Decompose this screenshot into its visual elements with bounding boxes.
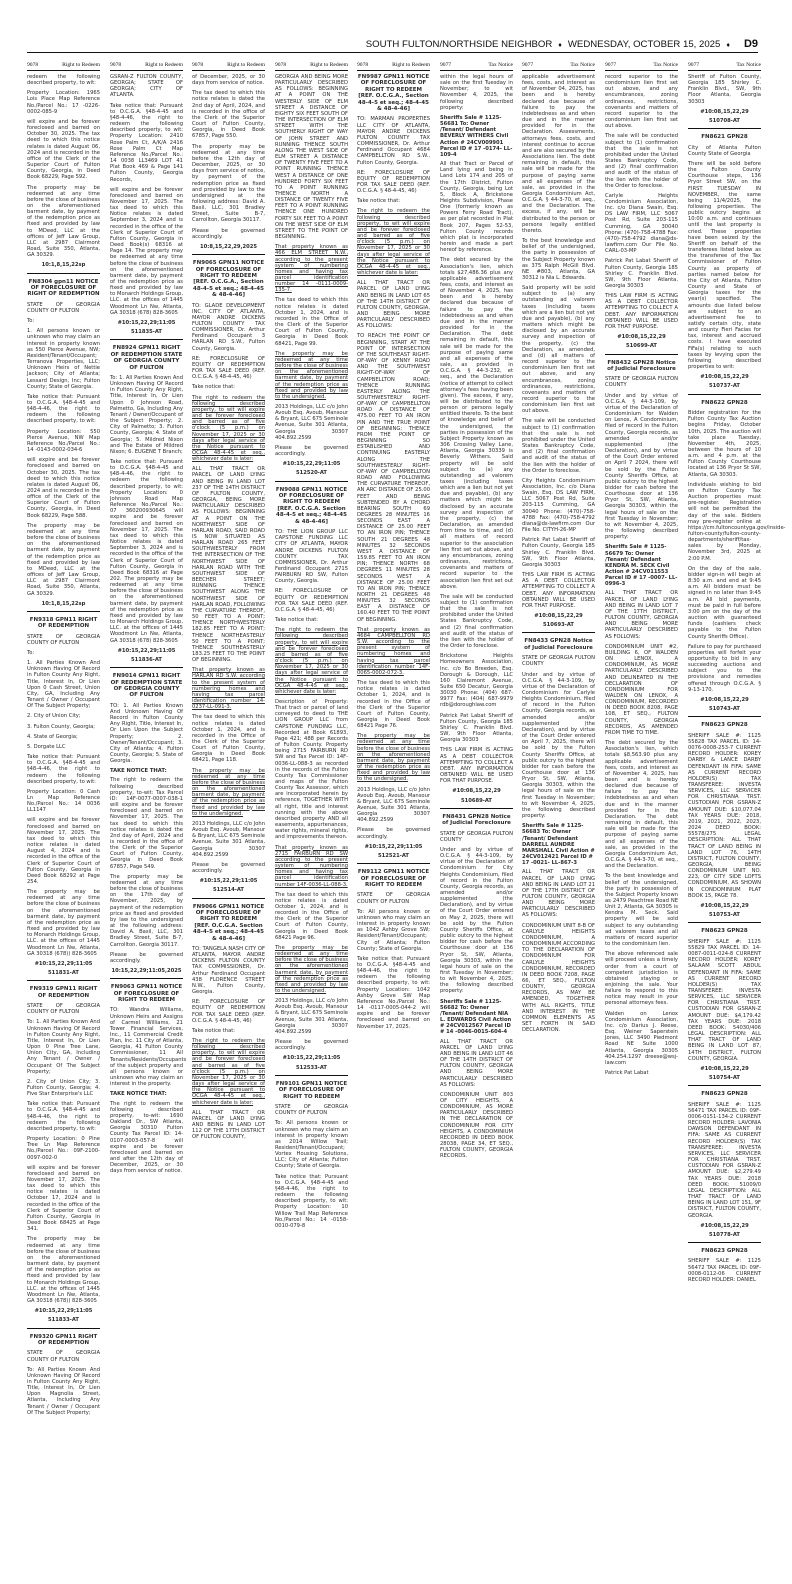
notice-paragraph: The debt secured by the Association's lien, which totals $27,486.36 plus any applicable advertisement fees, costs, and interest as of November 4, 2025, has been and is hereby declared due because of failure to pay the indebtedness as and when due and in the manner provided for in the Declaration. The debt remaining in default, this sale will be made for the purpose of paying same and all expenses of the sale, as provided in O.C.G.A. § 44-3-232, et seq., and the Declaration (notice of attempt to collect attorney's fees having been given). The excess, if any, will be distributed to the person or persons legally entitled thereto. To the best of knowledge and belief of the undersigned, the parties in possession of the Subject Property known as 306 Crossing Valley Lane, Atlanta, Georgia 30339 is Beverly Withers. Said property will be sold subject to (a) any outstanding ad valorem taxes (including taxes which are a lien but not yet due and payable), (b) any matters which might be disclosed by an accurate survey and inspection of the property, (c) the Declaration, as amended from time to time, and (d) all matters of record superior to the association lien first set out above, and any encumbrances, zoning ordinances, restrictions, covenants and matters of record superior to the association lien first set out above. [440,257,513,590]
notice-divider [110,339,183,340]
notice-divider [110,667,183,668]
notice-paragraph: Sheriff of Fulton County, Georgia 185 Shirley C. Franklin Blvd., SW, 9th Floor Atlanta, Georgia 30303 [688,74,761,105]
notice-paragraph: 2. City of Union City; 3. Fulton County, Georgia; 4. Five Star Enterprise's LLC [27,1078,100,1098]
notice-divider [192,254,265,255]
column-header [440,62,513,71]
notice-divider [27,611,100,612]
notice-run-dates: 511835-AT [131,329,162,336]
notice-run-dates: #10:15,22,29;11:05 [34,960,93,967]
section-number: 9078 [110,62,122,68]
notice-heading: FN9320 GPN11 RIGHT OF REDEMPTION [29,1333,98,1346]
notice-divider [275,1075,348,1076]
notice-paragraph: CONDOMINIUM UNIT #2, BUILDING 6, OF WALDEN ON LENOX, A CONDOMINIUM, AS MORE PARTICULARLY DESCRIBED AND DELINEATED IN THE DECLARATION OF CONDOMINIUM FOR WALDEN ON LENOX, A CONDOMINIUM, RECORDED IN DEED BOOK 8208, PAGE 108, ET SEQ., FULTON COUNTY, GEORGIA RECORDS, AS AMENDED FROM TIME TO TIME. [605,643,678,736]
notice-divider [688,1242,761,1243]
notice-underlined-text: The property may be redeemed at any time before the close of business on the aforementioned barment date, by payment of the redemption price as fixed and provided by law to the undersigned. [192,767,265,817]
notice-run-dates: 510753-AT [709,912,740,919]
notice-run-dates: #10:08,15,22,29 [700,374,749,381]
notice-paragraph: Please be governed accordingly. [110,951,183,964]
notice-divider [522,632,595,633]
notice-run-dates: 510693-AT [543,622,574,629]
section-number: 9077 [605,62,617,68]
section-category: Tax Notice [653,62,678,68]
notice-paragraph: SHERIFF SALE #: 1125 55829 TAX PARCEL ID: 14-0087-0011-024-8 CURRENT RECORD HOLDER: KOREY SALAAM SCOTT ABDUL DEFENDANT IN FIFA: SAME AS CURRENT RECORD HOLDER(S) TAX TRANSFEREE: INVESTA SERVICES, LLC SERVICER FOR CHRISTIANA TRST. CUSTODIAN FOR GSRAN-Z AMOUNT DUE: $4,179.42 TAX YEARS DUE: 2018 DEED BOOK: 54030/406 LEGAL DESCRIPTION: ALL THAT TRACT OF LAND BEING IN LAND LOT 87, 14TH DISTRICT, FULTON COUNTY, GEORGIA. [688,938,761,1062]
notice-paragraph: Take notice that: Pursuant to O.C.G.A. §48-4-45 and §48-4-46, the right to redeem the following described property, to wit: Property Location: 10 Willow Trail Map Reference No./Parcel No.: 14 -0158-0010-079-8 [275,1173,348,1229]
notice-paragraph: THIS LAW FIRM IS ACTING AS A DEBT COLLECTOR ATTEMPTING TO COLLECT A DEBT. ANY INFORMATION OBTAINED WILL BE USED FOR THAT PURPOSE. [605,293,678,330]
notice-paragraph: Property Location: 1965 Lois Place Map Reference No./Parcel No.: 17 -0226-0002-085-9 [27,90,100,115]
publication-name: SOUTH FULTON/NORTHSIDE NEIGHBOR [365,39,553,50]
notice-paragraph: City Heights Condominium Association, Inc. c/o Diana Swain, Esq. DS LAW FIRM, LLC 5067 Post Rd, Suite 203-115 Cumming, GA 30040 Phone: (470)-758-4788 Fax: (470)-758-4792 diana@ds-lawfirm.com Our File No. CITYH-26-MP [522,477,595,534]
notice-paragraph: Patrick Pat Labat Sheriff of Fulton County, Georgia 185 Shirley C. Franklin Blvd. SW, 9th Floor Atlanta, Georgia 30303 [522,537,595,568]
column-header [27,62,100,71]
notice-bold-text: Sheriffs Sale # 1125-56682 To: Owner /Tenant/ Defendant NIA L. EDWARDS Civil Action # 24CV012567 Parcel ID # 14 -0046-0015-604-4 [440,998,512,1036]
notice-paragraph: STATE OF GEORGIA COUNTY OF FULTON [275,1104,348,1117]
notice-paragraph: Take notice that: Pursuant to O.C.G.A. §48-4-45 and §48-4-46, the right to redeem the following described property, to wit: [27,1101,100,1132]
section-number: 9077 [522,62,534,68]
notice-paragraph: 2013 Holdings, LLC c/o John Avoub Esq. Avoub, Mansour & Bryant, LLC 675 Seminole Avenue, Suite 301 Atlanta, Georgia 30307 404.892.2599 [275,403,348,441]
notice-paragraph: THIS LAW FIRM IS ACTING AS A DEBT COLLECTOR ATTEMPTING TO COLLECT A DEBT. ANY INFORMATION OBTAINED WILL BE USED FOR THAT PURPOSE. [440,747,513,785]
issue-date: WEDNESDAY, OCTOBER 15, 2025 [567,39,721,50]
notice-heading: FN8622 GPN28 [701,399,748,406]
notice-paragraph: Individuals wishing to bid on Fulton County Tax Auction properties must pre-register. Registration will not be permitted the day of the sale. Bidders may pre-register online at https://cm.fultoncountyga.gov/inside-fulton-county/fulton-county-departments/sheriff/tax-sales by Monday, November 3rd, 2025 at 2:00 P.M. [688,481,786,562]
section-category: Right to Redeem [227,62,265,68]
notice-run-dates: #10:15,22,29;11:05 [364,843,423,850]
notice-underlined-text: The right to redeem the following described property, to wit will expire and be forever foreclosed and barred as of five o'clock (5 p.m.) on November 17, 2025 or 30 days after legal service of the Notice pursuant to OCGA 48-4-45 et seq., whichever date is later: [192,394,265,463]
notice-run-dates: 510699-AT [626,343,657,350]
section-category: Tax Notice [570,62,595,68]
notice-paragraph: The tax deed to which this notice relates is dated October 1, 2024, and is recorded in the Office of the Clerk of the Superior Court of Fulton County, Georgia in Deed Book 68421 Page 96. [275,891,348,941]
notice-run-dates: #10:15,22,29;11:05 [117,647,176,654]
notice-paragraph: SHERIFF SALE #: 1125 55828 TAX PARCEL ID: 14-0076-0008-253-7 CURRENT RECORD HOLDER: KOREY DARBY & LANCE DARBY DEFENDANT IN FIFA: SAME AS CURRENT RECORD HOLDER(S) TAX TRANSFEREE: INVESTA SERVICES, LLC SERVICER FOR CHRISTIANA TRST. CUSTODIAN FOR GSRAN-Z AMOUNT DUE: $10,077.04 TAX YEARS DUE: 2018, 2019, 2021, 2022, 2023, 2024 DEED BOOK: 55578/275 LEGAL DESCRIPTION: ALL THAT TRACT OF LAND BEING IN LAND LOT 76, 14TH DISTRICT, FULTON COUNTY, GEORGIA, BEING CONDOMINIUM UNIT NO. 223, OF CITY SIDE LOFTS CONDOMINIUM, AS SHOWN IN CONDOMINIUM PLAT BOOK 15, PAGE 78. [688,732,761,899]
notice-run-dates: 512520-AT [296,470,327,477]
notice-column [357,62,430,1578]
notice-paragraph: To: All Parties Known And Unknown Having Of Record in Fulton County Any Right, Title, Interest In, Or Lien Upon Magnolia Street, Atlanta, Including Any Tenant / Owner / Occupant Of The Subject Property; [27,1366,100,1416]
section-number: 9078 [192,62,204,68]
notice-run-dates: #10:08,15,22,29 [700,902,749,909]
notice-paragraph: record superior to the condominium lien first set out above, and any encumbrances, zoning ordinances, restrictions, covenants and matters of record superior to the condominium lien first set out above. [605,74,678,130]
notice-run-dates: 511833-AT [48,1317,79,1324]
notice-bold-text: Sheriffs Sale # 1125-56679 To: Owner /Tenant/ Defendant KENDRA M. SECK Civil Action # 24CV011553 Parcel ID # 17 -0007- LL-0996-3 [605,544,678,588]
notice-run-dates: 510737-AT [709,383,740,390]
section-number: 9077 [440,62,452,68]
notice-heading: FN9065 GPN11 NOTICE OF FORECLOSURE OF RIGHT TO REDEEM [REF. O.C.G.A., Section 48-4-5 et seq.; 48-4-45 & 48-4-46] [192,260,265,299]
notice-paragraph: Failure to pay for purchased properties will forfeit your opportunity to bid in any succeeding auctions and subject you to the provisions and remedies offered through O.C.G.A. § 9-13-170. [688,643,761,693]
notice-column [110,62,187,1578]
notice-paragraph: To: 1. All Parties Known And Unknown Having Of Record in Fulton County Any Right, Title, Interest In, Or Lien Upon 0 Johnson Road, Palmetto, Ga, Including Any Tenant / Owner/Occupant of the Subject Property; 2. City of Palmetto; 3. Fulton County, Georgia; 4. State of Georgia; 5. Mildred Nixon and The Estate of Mildred Nixon; 6. EUGENE T Branch; [110,374,183,455]
notice-paragraph: 2013 Holdings, LLC c/o John Avoub Esq. Avoub, Mansour & Bryant, LLC 675 Seminole Avenue, Suite 301 Atlanta, Georgia 30307 404.892.2599 [357,786,430,824]
notice-paragraph: The above referenced sale will proceed unless a timely order from a court of competent jurisdiction is obtained staying or enjoining the sale. Your failure to respond to this notice may result in your personal attorneys fees. [605,951,678,1007]
notice-divider [27,273,100,274]
notice-divider [110,978,183,979]
notice-heading: FN8623 GPN28 [701,1091,748,1098]
notice-paragraph: TO: MARMAN PROPERTIES LLC CITY OF ATLANTA, MAYOR ANDRE DICKENS FULTON COUNTY TAX COMMISSIONER, Dr. Arthur Ferdinand Occupant 4684 CAMPBELLTON RD S.W., Fulton County, Georgia. [357,116,430,166]
notice-divider [192,898,265,899]
notice-heading: FN8924 GPN11 RIGHT OF REDEMPTION STATE OF GEORGIA COUNTY OF FULTON [110,345,183,371]
notice-paragraph: To: [27,318,35,325]
notice-paragraph: Please be governed accordingly. [192,861,265,874]
notice-paragraph: All that Tract or Parcel of Land lying and being in Land Lots 174 and 205 of the 17th District, Fulton County, Georgia, being Lot 5, Block A, Brickstone Heights Subdivision, Phase One (formerly known as Powers Ferry Road Tract), as per plat recorded in Plat Book 207, Pages 52-53, Fulton County records which plat is incorporated herein and made a part hereof by reference. [440,161,513,254]
notice-paragraph: TO: Wandra Williams, Unknown Heirs and Assigns of Carmel Williams, 21 Tower Financial Services, Inc., 11 Commercial Credit Plan, Inc. 11 City of Atlanta, Georgia, 41 Fulton County Commissioner, 11 All Tenants/Residents/Occupants of the subject property and all persons known or unknown who may claim an interest in the property. [110,1007,187,1088]
notice-paragraph: Please be governed accordingly. [275,444,348,458]
notice-run-dates: 10:1,8,15,22sp [41,262,86,269]
section-number: 9077 [688,62,700,68]
notice-paragraph: TO: THE LION GROUP LLC CAPSTONE FUNDING LLC CITY OF ATLANTA, MAYOR ANDRE DICKENS FULTON COUNTY TAX COMMISSIONER, Dr. Arthur Ferdinand Occupant 2715 FAIRBURN RD SW, Fulton County, Georgia. [275,529,348,585]
notice-divider [688,716,761,717]
notice-paragraph: of December, 2025, or 30 days from service of notice. [192,74,265,87]
section-number: 9078 [357,62,369,68]
notice-run-dates: 10:8,15,22,29,2025 [200,243,257,250]
notice-divider [688,922,761,923]
diamond-separator-icon: ♦ [558,42,562,49]
notice-run-dates: 10:1,8,15,22sp [41,600,86,607]
notice-divider [275,481,348,482]
column-header [522,62,595,71]
notice-heading: FN8623 GPN28 [701,1248,748,1255]
notice-paragraph: To: All persons known or unknown who may claim an interest in property known as 2014 Willow Trail; Resident/Tenant/Occupant; Vortex Housing Solutions, LLC; City of Atlanta; Fulton County; State of Georgia. [275,1120,348,1170]
notice-divider [440,808,513,809]
notice-divider [688,1085,761,1086]
notice-run-dates: #10:08,15,22,29 [700,108,749,115]
notice-heading: FN9318 GPN11 RIGHT OF REDEMPTION [29,616,98,630]
notice-paragraph: The debt secured by the Association's lien, which totals $8,563.90 plus any applicable advertisement fees, costs, and interest as of November 4, 2025, has been and is hereby declared due because of failure to pay the indebtedness as and when due and in the manner provided for in the Declaration. The debt remaining in default, this sale will be made for the purpose of paying same and all expenses of the sale, as provided in the Georgia Condominium Act, O.C.G.A. § 44-3-70, et seq., and the Declaration. [605,740,678,870]
notice-paragraph: STATE OF GEORGIA COUNTY OF FULTON [27,633,100,646]
notice-underlined-text: That property known as 466 ELM STREET N.W., according to the present system of numbering homes and having tax parcel identification number 14 -0111-0009-135-7. [275,244,348,294]
notice-paragraph: The property may be redeemed at any time before the close of business on the aforementioned barment date, by payment of the redemption price as fixed and provided by law to Monarch Holdings Group, LLC. at the offices of 1445 Woodmont Ln Nw, Atlanta, GA 30318 (678)) 828-3605 [27,1236,100,1304]
notice-paragraph: GSRAN-Z FULTON COUNTY, GEORGIA; STATE OF GEORGIA; CITY OF ATLANTA. [110,74,183,99]
notice-paragraph: Take notice that: Pursuant to O.C.G.A. §48-4-45 and §48-4-46, the right to redeem the following described property, to wit: Property Location: 0 Johnson Road Map Reference No./Parcel No.: 07 360200930645 will expire and be forever foreclosed and barred on November 17, 2025. The tax deed to which this Notice relates is dated September 3, 2024 and is recorded in the office of the Clerk of Superior Court of Fulton County, Georgia in Deed Book 68316 at Page 202. The property may be redeemed at any time before the close of business on the aforementioned barment date, by payment of the redemption price as fixed and provided by law to Monarch Holdings Group, LLC. at the offices of 1445 Woodmont Ln Nw, Atlanta, GA 30318 (678) 828-3605 [110,459,183,644]
notice-bold-text: TAKE NOTICE THAT: [110,1091,167,1098]
notice-paragraph: Property Location: 550 Pierce Avenue, NW Map Reference No./Parcel No.: 14 -0143-0002-034-6 [27,428,100,454]
column-header [688,62,761,71]
notice-paragraph: The sale will be conducted subject to (1) confirmation that the sale is not prohibited under the United States Bankruptcy Code, and (2) final confirmation and audit of the status of the lien with the holder of the Order to foreclose. [440,593,513,650]
notice-paragraph: STATE OF GEORGIA FULTON COUNTY [605,376,678,389]
notice-column [275,62,348,1578]
notice-bold-text: Sheriffs Sale # 1125-56681 To: Owner /Tenant/ Defendant BEVERLY WITHERS Civil Action # 24CV009901 Parcel ID # 17 -0174- LL-109-4 [440,114,513,158]
notice-divider [605,354,678,355]
notice-paragraph: Patrick Pat Labat Sheriff of Fulton County, Georgia 185 Shirley C. Franklin Blvd. SW, 9th Floor Atlanta, Georgia 30303 [605,258,678,289]
notice-paragraph: 2013 Holdings, LLC c/o John Avoub Esq. Avoub, Mansour & Bryant, LLC 675 Seminole Avenue, Suite 301 Atlanta, Georgia 30307 404.892.2599 [275,998,348,1035]
notice-paragraph: The tax deed to which this notice relates is dated the 2nd day of April, 2024, and is recorded in the office of the Clerk of the Superior Court of Fulton County, Georgia, in Deed Book 67857, Page 550. [192,90,265,140]
notice-column [192,62,265,1578]
notice-paragraph: 1. All persons known or unknown who may claim an interest in property known as 550 Pierce Avenue, NW; Resident/Tenant/Occupant; Terranova Properties, LLC; Unknown Heirs of Nettie Jackson; City of Atlanta; Lessard Design, Inc; Fulton County; State of Georgia. [27,328,100,390]
notice-paragraph: RE: FORECLOSURE OF EQUITY OF REDEMPTION FOR TAX SALE DEED (REF. O.C.G.A. § 48-4-45, 46) [275,588,348,613]
notice-paragraph: Brickstone Heights Homeowners Association, Inc. c/o Bo Breeden, Esq. Dorough & Dorough, LLC 160 Clairemont Avenue, Suite 650 Decatur, Georgia 30030 Phone: (404) 687-9977 Fax: (404) 687-9979 rdb@doroughlaw.com [440,653,513,709]
notice-underlined-text: That property known as HARLAN RD S.W. according to the present system of numbering homes and having tax parcel identification number 14-0237-LL-091-3. [192,667,265,711]
notice-paragraph: will expire and be forever foreclosed and barred on October 30, 2025. The tax deed to which this notice relates is dated August 06, 2024 and is recorded in the office of the Clerk of the Superior Court of Fulton County, Georgia, in Deed Book 68229, Page 588. [27,457,100,519]
notice-underlined-text: The right to redeem the following described property, to wit will expire and be forever foreclosed and barred as of five o'clock (5 p.m.) on November 17, 2025 or 30 days after legal service of the Notice pursuant to OCGA 48-4-45 et seq., whichever date is later: [192,1038,265,1106]
notice-paragraph: CONDOMINIUM UNIT 8-B OF CARLYLE HEIGHTS CONDOMINIUM, A CONDOMINIUM ACCORDING TO THE DECLARATION OF CONDOMINIUM FOR CARLYLE HEIGHTS CONDOMINIUM, RECORDED IN DEED BOOK 7208, PAGE 66, ET SEQ., FULTON COUNTY, GEORGIA RECORDS, AS MAY BE AMENDED, TOGETHER WITH ALL RIGHTS, TITLE AND INTEREST IN THE COMMON ELEMENTS AS SET FORTH IN SAID DECLARATION. [522,922,595,1034]
notice-column [688,62,786,1578]
notice-paragraph: The tax deed to which this notice relates is dated October 1, 2024, and is recorded in the Office of the Clerk of the Superior Court of Fulton County, Georgia in Deed Book 68421, Page 99. [275,297,348,347]
notice-paragraph: Said property will be sold subject to (a) any outstanding ad valorem taxes (including taxes which are a lien but not yet due and payable), (b) any matters which might be disclosed by an accurate survey and inspection of the property, (c) the Declaration, as amended, and (d) all matters of record superior to the condominium lien first set out above, and any encumbrances, zoning ordinances, restrictions, covenants and matters of record superior to the condominium lien first set out above. [522,285,595,415]
notice-paragraph: Under and by virtue of O.C.G.A. § 44-3-109, by virtue of the Declaration of Condominium for Walden on Lenox, A Condominium, filed of record in the Fulton County, Georgia records, as amended and/or supplemented (the Declaration), and by virtue of the Court Order entered on April 7 2024, there will be sold by the Fulton County Sheriffs Office, at public outcry to the highest bidder for cash before the Courthouse door at 136 Pryor St, SW, Atlanta, Georgia 30303, within the legal hours of sale on the first Tuesday in November; to wit November 4, 2025, the following described property: [605,392,678,541]
notice-column [605,62,678,1578]
notice-paragraph: ALL THAT TRACT OR PARCEL OF LAND LYING AND BEING IN LAND LOT 7 OF THE 17TH DISTRICT, FULTON COUNTY, GEORGIA AND BEING MORE PARTICULARLY DESCRIBED AS FOLLOWS: [605,590,678,640]
notice-heading: FN9112 GPN11 NOTICE OF FORECLOSURE OF RIGHT TO REDEEM [357,869,430,888]
notice-paragraph: ALL THAT TRACT OR PARCEL OF LAND LYING AND BEING IN LAND LOT 112 OF THE 17TH DISTRICT OF FULTON COUNTY, [192,1109,265,1141]
notice-heading: FN8623 GPN28 [701,928,748,935]
notice-divider [688,128,761,129]
notice-heading: FN9088 GPN11 NOTICE OF FORECLOSURE OF RIGHT TO REDEEM [REF. O.C.G.A. Section 48-4-5 et seq.; 48-4-45 & 48-4-46] [275,486,348,525]
notice-paragraph: ALL THAT TRACT OR PARCEL OF LAND LYING AND BEING IN LAND LOT 65 OF THE 14TH DISTRICT OF FULTON COUNTY, GEORGIA, AND BEING MORE PARTICULARLY DESCRIBED AS FOLLOWS: [357,280,430,330]
section-number: 9078 [27,62,39,68]
notice-run-dates: 510743-AT [709,706,740,713]
notice-heading: FN9014 GPN11 RIGHT OF REDEMPTION STATE OF GEORGIA COUNTY OF FULTON [110,673,183,699]
notice-paragraph: The sale will be conducted subject to (1) confirmation that the sale is not prohibited under the United States Bankruptcy Code, and (2) final confirmation and audit of the status of the lien with the holder of the Order to foreclose. [522,418,595,474]
notice-paragraph: The sale will be conducted subject to (1) confirmation that the sale is not prohibited under the United States Bankruptcy Code, and (2) final confirmation and audit of the status of the lien with the holder of the Order to foreclose. [605,133,678,189]
notice-paragraph: SHERIFF SALE #: 1125 56472 TAX PARCEL ID: 09F-0008-0112-06 CURRENT RECORD HOLDER: DANIEL [688,1258,761,1283]
notice-paragraph: Patrick Pat Labat Sheriff of Fulton County, Georgia 185 Shirley C. Franklin Blvd. SW, 9th Floor Atlanta, Georgia 30303 [440,712,513,744]
notice-paragraph: STATE OF GEORGIA FULTON COUNTY [522,655,595,668]
notice-underlined-text: The property may be redeemed at any time before the close of business on the aforementioned barment date, by payment of the redemption price as fixed and provided by law to the undersigned. [357,733,430,783]
notice-run-dates: 510754-AT [709,1075,740,1082]
notice-paragraph: Carlyle Heights Condominium Association, Inc. c/o Diana Swain, Esq. DS LAW FIRM, LLC 5067 Post Rd, Suite 203-115 Cumming, GA 30040 Phone: (470)-758-4788 Fax: (470)-758-4792 diana@ds-lawfirm.com Our File No. CARL-03-MP [605,192,678,255]
notice-paragraph: STATE OF GEORGIA FULTON COUNTY [440,830,513,843]
notice-paragraph: Under and by virtue of O.C.G.A. § 44-3-109, by virtue of the Declaration of Condominium for Carlyle Heights Condominium, filed of record in the Fulton County, Georgia records, as amended and/or supplemented (the Declaration), and by virtue of the Court Order entered on April 7, 2025, there will be sold by the Fulton County Sheriffs Office, at public outcry to the highest bidder for cash before the Courthouse door at 136 Pryor St, SW, Atlanta, Georgia 30303, within the legal hours of sale on the first Tuesday in November; to wit November 4, 2025, the following described property: [522,671,595,820]
notice-divider [27,1328,100,1329]
column-header [605,62,678,71]
notice-paragraph: 5. Dorgate LLC [27,743,66,750]
notice-paragraph: The property may be redeemed at any time before the 12th day of December, 2025, or 30 days from service of notice, by payment of the redemption price as fixed and provided by law to the undersigned at the following address: David A. Basil, LLC, 301 Bradley Street, Suite B-7, Carrollton, Georgia 30117. [192,143,265,224]
notice-heading: FN8433 GPN28 Notice of Judicial Foreclosure [524,638,593,651]
notice-paragraph: The tax deed to which this notice relates is dated October 1, 2024, and is recorded in the Office of the Clerk of the Superior Court of Fulton County, Georgia in Deed Book 68421 Page 76. [357,680,430,730]
notice-heading: FN9101 GPN11 NOTICE OF FORECLOSURE OF RIGHT TO REDEEM [275,1080,348,1100]
notice-paragraph: Take notice that: [357,198,401,205]
section-category: Right to Redeem [392,62,430,68]
notice-paragraph: RE: FORECLOSURE OF EQUITY OF REDEMPTION FOR TAX SALE DEED (REF. O.C.G.A. § 48-4-45, 46) [357,169,430,195]
notice-paragraph: redeem the following described property, to wit: [27,74,100,87]
notice-heading: FN8431 GPN28 Notice of Judicial Foreclosure [442,813,511,827]
notice-run-dates: #10:08,15,22,29 [700,1222,749,1229]
notice-paragraph: The right to redeem the following described property, to-wit: 1690 Oakland Dr., SW Atlanta, Georgia 30310 Fulton County Tax Parcel ID: 14-0107-0003-057-8 will expire and be forever foreclosed and barred on and after the 12th day of December, 2025, or 30 days from service of notice. [110,1100,183,1175]
notice-run-dates: 10:15,22,29;11:05,2025 [111,967,182,974]
notice-paragraph: 4. State of Georgia; [27,733,78,740]
notice-paragraph: Take notice that: [192,384,236,391]
notice-paragraph: There will be sold before the Fulton County Courthouse steps, 136 Pryor Street SW, on the FIRST TUESDAY IN NOVEMBER, the same being 11/4/2025, the following properties. The public outcry begins at 10:00 a.m. and continues until the last property is cried. These properties have been seized by the Sheriff on behalf of the transferees listed below as the transferee of the Tax Commissioner of Fulton County as property of parties named below for the City of Atlanta, Fulton County and State of Georgia taxes for the year(s) specified. The amounts due listed below are subject to an advertisement fee to satisfy certain city, state and county Fieri Facias for tax, interest and accrued costs. I have executed FiFa(s) relating to such taxes by levying upon the following described properties to writ: [688,160,761,371]
notice-paragraph: SHERIFF SALE #: 1125 56471 TAX PARCEL ID: 09F-0006-0151-134-2 CURRENT RECORD HOLDER: LAVONIA DAWSON DEFENDANT IN FIFA: SAME AS CURRENT RECORD HOLDER(S) TAX TRANSFEREE: INVESTA SERVICES, LLC SERVICER FOR CHRISTIANA TRST. CUSTODIAN FOR GSRAN-Z AMOUNT DUE: $2,279.49 TAX YEARS DUE: 2018 DEED BOOK: 51009/0 LEGAL DESCRIPTION: ALL THAT TRACT OF LAND BEING IN LAND LOT 151, 9F DISTRICT, FULTON COUNTY, GEORGIA. [688,1101,761,1219]
notice-run-dates: 512521-AT [378,852,409,859]
notice-column [522,62,595,1578]
notice-paragraph: RE: FORECLOSURE OF EQUITY OF REDEMPTION FOR TAX SALE DEED (REF. O.C.G.A. § 48-4-45, 46) [192,999,265,1024]
notice-paragraph: ALL THAT TRACT OR PARCEL OF LAND LYING AND BEING IN LAND LOT 237 OF THE 14TH DISTRICT OF FULTON COUNTY, GEORGIA, BEING MORE PARTICULARLY DESCRIBED AS FOLLOWS: BEGINNING AT A POINT ON THE NORTHWEST SIDE OF HARLAN ROAD, SAID ROAD IS NOW SITUATED AS HARLAN ROAD 265 FEET SOUTHWESTERLY FROM THE INTERSECTION OF THE NORTHWEST SIDE OF HARLAN ROAD WITH THE SOUTHWEST SIDE OF BEECHER STREET; RUNNING THENCE SOUTHWEST ALONG THE NORTHWEST SIDE OF HARLAN ROAD, FOLLOWING THE CURVATURE THEREOF, 50 FEET TO A POINT; THENCE NORTHWESTERLY 182.85 FEET TO A POINT; THENCE NORTHEASTERLY 50 FEET TO A POINT; THENCE SOUTHEASTERLY 183.25 FEET TO THE POINT OF BEGINNING. [192,466,265,664]
notice-paragraph: City of Atlanta Fulton County State of Georgia [688,144,761,157]
diamond-separator-icon: ♦ [726,42,730,49]
notice-run-dates: #10:08,15,22,29 [700,696,749,703]
notice-paragraph: The right to redeem the following described property, to-wit: Tax Parcel ID: 14F-0077-0007-038-1 will expire and be forever foreclosed and barred on November 17, 2025. The tax deed to which this notice relates is dated the 2nd day of April, 2024 and is recorded in the office of the Clerk of the Superior Court of Fulton County, Georgia in Deed Book 67857, Page 549. [110,777,183,870]
notice-paragraph: TO: 1. All Parties Known And Unknown Having Of Record in Fulton County Any Right, Title, Interest In, Or Lien Upon the Subject Property; 2. Owner/Tenant/Occupant; 3. City of Atlanta; 4. Fulton County, Georgia; 5. State of Georgia. [110,702,183,765]
notice-paragraph: The property may be redeemed at any time before the close of business on the aforementioned barment date, by payment of the redemption price as fixed and provided by law to MDeed, LLC at the offices of Jeff Law Group, LLC at 2987 Clairmont Road, Suite 350, Atlanta, GA 30329. [27,184,100,259]
notice-paragraph: The property may be redeemed at any time before the close of business on the 17th day of November, 2025, by payment of the redemption price as fixed and provided by law to the undersigned at the following address: David A. Basil, LLC, 301 Bradley Street, Suite B-7, Carrollton, Georgia 30117. [110,873,183,948]
notice-paragraph: Please be governed accordingly. [357,827,430,840]
notice-paragraph: will expire and be forever foreclosed and barred on November 17, 2025. The tax deed to which this Notice relates is dated September 3, 2024 and is recorded in the office of the Clerk of Superior Court of Fulton County, Georgia in Deed Book(s) 68316 at Page 14. The property may be redeemed at any time before the close of business on the aforementioned barment date, by payment of the redemption price as fixed and provided by law to Monarch Holdings Group, LLC. at the offices of 1445 Woodmont Ln Nw, Atlanta, GA 30318 (678) 828-3605 [110,186,183,316]
notice-paragraph: TO: TANGELA NASH CITY OF ATLANTA, MAYOR ANDRE DICKENS FULTON COUNTY TAX COMMISSIONER, Dr. Arthur Ferdinand Occupant 438 FLORENCE STREET N.W., Fulton County, Georgia. [192,945,265,996]
notice-paragraph: Please be governed accordingly. [275,1039,348,1052]
notice-bold-text: Sheriffs Sale # 1125-56683 To: Owner /Tenant/ Defendant DARRELL AUNDRE MARSHALL Civil Action # 24CV012421 Parcel ID # 17 -0021- LL-867-3 [522,823,595,867]
section-number: 9078 [275,62,287,68]
notice-divider [688,394,761,395]
notice-paragraph: 2. City of Union City; [27,713,81,720]
notice-paragraph: Take notice that: Pursuant to O.C.G.A. §48-4-45 and §48-4-46, the right to redeem the following described property, to wit: [27,754,100,785]
notice-run-dates: #10:15,22,29;11:05 [282,1055,341,1062]
notice-run-dates: #10:08,15,22,29 [534,612,583,619]
notice-paragraph: Patrick Pat Labat [605,1070,649,1077]
notice-underlined-text: The right to redeem the following described property, to wit will expire and be forever foreclosed and barred as of five o'clock (5 p.m.) on November 17, 2025 or 30 days after legal service of the Notice pursuant to OCGA 48-4-45 et seq., whichever date is later: [357,208,430,277]
notice-paragraph: STATE OF GEORGIA COUNTY OF FULTON [27,301,100,314]
notice-paragraph: STATE OF GEORGIA COUNTY OF FULTON [27,1003,100,1016]
notice-paragraph: On the day of the sale, bidder sign-in will begin at 8:30 a.m. and end at 9:45 a.m. All bidders must be signed in no later than 9:45 a.m. All bid payments, must be paid in full before 3:00 pm on the day of the auction with guaranteed funds (cashiers check payable to the Fulton County Sheriffs Office). [688,565,761,640]
notice-divider [27,980,100,981]
notice-paragraph: STATE OF GEORGIA COUNTY OF FULTON [27,1350,100,1363]
notice-heading: FN8621 GPN28 [701,134,748,141]
notice-paragraph: Walden on Lenox Condominium Association, Inc. c/o Darius J. Reese, Esq. Weiner Saperstein Jones, LLC 3490 Piedmont Road NE Suite 1000 Atlanta, Georgia 30305 404.254.1297 dreese@wsj-law.com [605,1010,678,1066]
notice-paragraph: Bidder registration for the Fulton County Tax Auction begins Friday, October 10th, 2025. The auction will take place Tuesday, November 4th, 2025, between the hours of 10 a.m. and 4 p.m. at the Fulton County Courthouse located at 136 Pryor St SW, Atlanta, GA 30303. [688,410,761,478]
notice-paragraph: Take notice that: [192,1027,236,1034]
notice-paragraph: THIS LAW FIRM IS ACTING AS A DEBT COLLECTOR ATTEMPTING TO COLLECT A DEBT. ANY INFORMATION OBTAINED WILL BE USED FOR THAT PURPOSE. [522,572,595,609]
notice-run-dates: 511831-AT [48,970,79,977]
page-masthead [27,38,758,53]
notice-run-dates: #10:15,22,29;11:05 [34,1308,93,1315]
notice-paragraph: RE: FORECLOSURE OF EQUITY OF REDEMPTION FOR TAX SALE DEED (REF. O.C.G.A. § 48-4-45, 46) [192,355,265,381]
page-number: D9 [743,38,758,50]
notice-run-dates: 510778-AT [709,1231,740,1238]
notice-run-dates: 510708-AT [709,117,740,124]
notice-paragraph: 2013 Holdings, LLC c/o John Avoub Esq. Avoub, Mansour & Bryant, LLC 675 Seminole Avenue, Suite 301 Atlanta, Georgia 30307 404.892.2599 [192,820,265,858]
notice-paragraph: will expire and be forever foreclosed and barred on November 17, 2025. The tax deed to which this notice relates is dated October 17, 2024 and is recorded in the office of the Clerk of Superior Court of Fulton County, Georgia in Deed Book 68425 at Page 341. [27,1164,100,1233]
notice-paragraph: The tax deed to which this notice relates is dated October 1, 2024, and is recorded in the Office of the Clerk of the Superior Court of Fulton County, Georgia in Deed Book 68421, Page 118. [192,714,265,764]
notice-paragraph: ALL THAT TRACT OR PARCEL OF LAND LYING AND BEING IN LAND LOT 21 OF THE 17TH DISTRICT OF FULTON COUNTY, GEORGIA AND BEING MORE PARTICULARLY DESCRIBED AS FOLLOWS: [522,869,595,919]
notice-bold-text: TAKE NOTICE THAT: [110,768,167,775]
column-header [192,62,265,71]
notice-paragraph: To the best knowledge and belief of the undersigned, the party in possession of the Subject Property known as 375 Ralph McGill Blvd. NE #803, Atlanta, GA 30312 is Nia L. Edwards. [522,238,595,281]
notice-heading: FN8432 GPN28 Notice of Judicial Foreclosure [607,359,676,372]
notice-paragraph: 1. All Parties Known And Unknown Having Of Record in Fulton County Any Right, Title, Interest In, Or Lien Upon 0 Cash Street, Union City, GA, Including Any Tenant / Owner / Occupant Of The Subject Property; [27,660,100,710]
notice-underlined-text: That property known as 4684 CAMPBELLTON RD S.W. according to the present system of numbering homes and having tax parcel identification number 14F-0065-0002-072-3. [357,626,430,676]
notice-paragraph: Take notice that: Pursuant to O.C.G.A. §48-4-45 and §48-4-46, the right to redeem the following described property, to wit: [27,393,100,425]
notice-column [440,62,513,1578]
notice-paragraph: To: [27,650,35,656]
notice-paragraph: TO REACH THE POINT OF BEGINNING, START AT THE POINT OF INTERSECTION OF THE SOUTHEAST RIGHT-OF-WAY OF KENNY ROAD AND THE SOUTHWEST RIGHT-OF-WAY OF CAMPBELLTON ROAD; THENCE RUNNING EASTERLY ALONG THE SOUTHWESTERLY RIGHT-OF-WAY OF CAMPBELLTON ROAD A DISTANCE OF 475.00 FEET TO AN IRON PIN AND THE TRUE POINT OF BEGINNING; THENCE FROM THE POINT OF BEGINNING SO ESTABLISHED AND CONTINUING EASTERLY ALONG THE SOUTHWESTERLY RIGHT-OF-WAY OF CAMPBELLTON ROAD AND FOLLOWING THE CURVATURE THEREOF, AN ARC DISTANCE OF 25.00 FEET AND BEING SUBTENDED BY A CHORD BEARING SOUTH 69 DEGREES 28 MINUTES 16 SECONDS EAST A DISTANCE OF 25.00 FEET TO AN IRON PIN; THENCE SOUTH 21 DEGREES 48 MINUTES 32 SECONDS WEST A DISTANCE OF 159.85 FEET TO AN IRON PIN; THENCE NORTH 68 DEGREES 11 MINUTES 28 SECONDS WEST A DISTANCE OF 25.00 FEET TO AN IRON PIN; THENCE NORTH 21 DEGREES 48 MINUTES 32 SECONDS EAST A DISTANCE OF 160.40 FEET TO THE POINT OF BEGINNING. [357,333,430,623]
column-header [110,62,183,71]
section-category: Tax Notice [736,62,761,68]
notice-paragraph: Take notice that: Pursuant to O.C.G.A. §48-4-45 and §48-4-46, the right to redeem the following described property, to wit: Property Location: 1042 Ashby Grove SW Map Reference No./Parcel No.: 14 -0117-0005-044-2 will expire and be forever foreclosed and barred on November 17, 2025. [357,955,430,1030]
notice-run-dates: #10:08,15,22,29 [452,788,501,795]
notice-paragraph: Please be governed accordingly. [192,227,265,240]
section-category: Tax Notice [488,62,513,68]
notice-paragraph: To the best knowledge and belief of the undersigned, the party in possession of the Subject Property known as 2479 Peachtree Road NE Unit 2, Atlanta, GA 30305 is Kendra M. Seck. Said property will be sold subject to any outstanding ad valorem taxes and all matters of record superior to the condominium lien. [605,873,678,948]
notice-run-dates: 512514-AT [213,887,244,894]
notice-paragraph: To: All persons known or unknown who may claim an interest in property known as 1042 Ashby Grove SW; Resident/Tenant/Occupant; City of Atlanta; Fulton County; State of Georgia. [357,908,430,952]
notice-heading: FN9987 GPN11 NOTICE OF FORECLOSURE OF RIGHT TO REDEEM [REF. O.C.G.A., Section 48-4-5 et seq.; 48-4-45 & 48-4-46] [357,74,430,113]
notice-paragraph: Property Location: 0 Pine Tree Ln Map Reference No./Parcel No.: 09F-2100-0097-002-0 [27,1136,100,1161]
notice-run-dates: #10:08,15,22,29 [617,334,666,341]
notice-paragraph: will expire and be forever foreclosed and barred on October 30, 2025. The tax deed to which this notice relates is dated August 06, 2024 and is recorded in the office of the Clerk of the Superior Court of Fulton County, Georgia, in Deed Book 68229, Page 592. [27,118,100,181]
notice-paragraph: Description of Property: That tract or parcel of land conveyed to deed to THE LION GROUP LLC from CAPSTONE FUNDING LLC, Recorded at Book 61893, Page 421; 488 per Records of Fulton County. Property being 2715 FAIRBURN RD SW and Tax Parcel ID: 14F-0036-LL-088-3 as recorded in the records of the Fulton County Tax Commissioner and maps of the Fulton County Tax Assessor, which are incorporated herein by reference, TOGETHER WITH all right, title and interest running with the above described property AND all easements, appurtenances, water rights, mineral rights, and improvements thereon. [275,698,348,841]
notice-heading: FN8623 GPN28 [701,722,748,729]
notice-paragraph: TO: GLADE DEVELOPMENT INC. CITY OF ATLANTA, MAYOR ANDRE DICKENS FULTON COUNTY TAX COMMISSIONER, Dr. Arthur Ferdinand Occupant 3 HARLAN RD S.W., Fulton County, Georgia. [192,302,265,352]
notice-run-dates: 510689-AT [461,797,492,804]
notice-paragraph: CONDOMINIUM UNIT 803 OF CITY HEIGHTS, A CONDOMINIUM, AS MORE PARTICULARLY DESCRIBED IN THE DECLARATION OF CONDOMINIUM FOR CITY HEIGHTS, A CONDOMINIUM RECORDED IN DEED BOOK 28038, PAGE 34, ET SEQ., FULTON COUNTY, GEORGIA RECORDS. [440,1091,513,1160]
notice-underlined-text: The property may be redeemed at any time before the close of business on the aforementioned barment date, by payment of the redemption price as fixed and provided by law to the undersigned. [275,350,348,400]
notice-paragraph: will expire and be forever foreclosed and barred on November 17, 2025. The tax deed to which this notice relates is dated August 4, 2024 and is recorded in the office of the Clerk of Superior Court of Fulton County, Georgia in Deed Book 68292 at Page 254. [27,817,100,885]
notice-paragraph: 3. Fulton County, Georgia; [27,723,96,730]
notice-run-dates: #10:15,22,29;11:05 [199,878,258,885]
notice-heading: FN9063 GPN11 NOTICE OF FORECLOSURE OF RIGHT TO REDEEM [110,984,183,1003]
notice-paragraph: within the legal hours of sale on the first Tuesday in November; to wit November 4, 2025, the following described property: [440,74,513,111]
notice-paragraph: Take notice that: Pursuant to O.C.G.A. §48-4-45 and §48-4-46, the right to redeem the following described property, to wit: Property Location: 2410 Rose Palm Ct, A/K/A 2416 Rose Palm Ct Map Reference No./Parcel No.: 14 0038 LL3469 LOT 41 Plat Book 469 & Page 141 Fulton County, Georgia Records, [110,102,183,183]
notice-paragraph: To: 1. All Parties Known And Unknown Having Of Record in Fulton County Any Right, Title, Interest In, Or Lien Upon 0 Pine Tree Lane, Union City, GA, Including Any Tenant / Owner / Occupant Of The Subject Property; [27,1019,100,1075]
section-category: Right to Redeem [145,62,183,68]
notice-run-dates: #10:15,22,29;11:05 [117,319,176,326]
notice-paragraph: STATE OF GEORGIA COUNTY OF FULTON [357,892,430,905]
notice-paragraph: The property may be redeemed at any time before the close of business on the aforementioned barment date, by payment of the redemption price as fixed and provided by law to Monarch Holdings Group, LLC. at the offices of 1445 Woodmont Ln Nw, Atlanta, GA 30318 (678)) 828-3605 [27,889,100,957]
notice-heading: FN8304 gpn11 NOTICE OF FORECLOSURE OF RIGHT OF REDEMPTION [27,278,100,298]
notice-paragraph: Property Location: 0 Cash Ln Map Reference No./Parcel No.: 14 0036 LL1147 [27,788,100,814]
notice-run-dates: #10:08,15,22,29 [700,1065,749,1072]
notice-paragraph: GEORGIA AND BEING MORE PARTICULARLY DESCRIBED AS FOLLOWS: BEGINNING AT A POINT ON THE WESTERLY SIDE OF ELM STREET A DISTANCE OF EIGHTY SIX FEET SOUTH OF THE INTERSECTION OF ELM STREET WITH THE SOUTHERLY RIGHT OF WAY OF JOHN STREET AND RUNNING THENCE SOUTH ALONG THE WEST SIDE OF ELM STREET A DISTANCE OF TWENTY FIVE FEET TO A POINT RUNNING THENCE WEST A DISTANCE OF ONE HUNDRED FORTY SIX FEET TO A POINT RUNNING THENCE NORTH A DISTANCE OF TWENTY FIVE FEET TO A POINT RUNNING THENCE ONE HUNDRED FORTY SIX FEET TO A POINT ON THE WEST SIDE OF ELM STREET TO THE POINT OF BEGINNING. [275,74,348,241]
notice-paragraph: applicable advertisement fees, costs, and interest as of November 04, 2025, has been and is hereby declared due because of failure to pay the indebtedness as and when due and in the manner provided for in the Declaration. Assessments, attorneys fees, costs, and interest continue to accrue and are also secured by the Associations lien. The debt remaining in default, this sale will be made for the purpose of paying same and all expenses of the sale, as provided in the Georgia Condominium Act, O.C.G.A. § 44-3-70, et seq., and the Declaration. The excess, if any, will be distributed to the person or persons legally entitled thereto. [522,74,595,234]
notice-paragraph: ALL THAT TRACT OR PARCEL OF LAND LYING AND BEING IN LAND LOT 46 OF THE 14TH DISTRICT OF FULTON COUNTY, GEORGIA AND BEING MORE PARTICULARLY DESCRIBED AS FOLLOWS: [440,1038,513,1088]
section-category: Right to Redeem [310,62,348,68]
notice-paragraph: Take notice that: [275,617,319,624]
notice-heading: FN9319 GPN11 RIGHT OF REDEMPTION [29,986,98,999]
notice-run-dates: 512533-AT [296,1064,327,1071]
notice-paragraph: Under and by virtue of O.C.G.A. § 44-3-109, by virtue of the Declaration of Condominium for City Heights Condominium, filed of record in the Fulton County, Georgia records, as amended and/or supplemented (the Declaration), and by virtue of the Court Order entered on May 2, 2025, there will be sold by the Fulton County Sheriffs Office, at public outcry to the highest bidder for cash before the Courthouse door at 136 Pryor St, SW, Atlanta, Georgia 30303, within the legal hours of sale on the first Tuesday in November; to wit November 4, 2025, the following described property: [440,846,513,995]
column-header [275,62,348,71]
notice-paragraph: The property may be redeemed at any time before the close of business on the aforementioned barment date, by payment of the redemption price as fixed and provided by law to MDeed, LLC at the offices of Jeff Law Group, LLC at 2987 Clairmont Road, Suite 350, Atlanta, GA 30329. [27,522,100,597]
notice-run-dates: 511836-AT [131,656,162,663]
notice-divider [357,863,430,864]
column-header [357,62,430,71]
section-category: Right to Redeem [62,62,100,68]
notice-underlined-text: That property known as 2715 FAIRBURN RD SW according to the present system of numbering homes and having tax parcel identification number 14F-0036-LL-088-3. [275,844,348,888]
notice-heading: FN9066 GPN11 NOTICE OF FORECLOSURE OF RIGHT TO REDEEM [REF. O.C.G.A. Section 48-4-5 et seq.; 48-4-45 & 48-4-46] [192,903,265,942]
notice-underlined-text: The property may be redeemed at any time before the close of business on the aforementioned barment date, by payment of the redemption price as fixed and provided by law to the undersigned. [275,944,348,994]
notice-run-dates: #10:15,22,29;11:05 [282,461,341,468]
notice-underlined-text: The right to redeem the following described property, to wit will expire and be forever foreclosed and barred as of five o'clock (5 p.m.) on November 17, 2025 or 30 days after legal service of the Notice pursuant to OCGA 48-4-45 et seq., whichever date is later: [275,627,348,695]
notice-column [27,62,100,1578]
